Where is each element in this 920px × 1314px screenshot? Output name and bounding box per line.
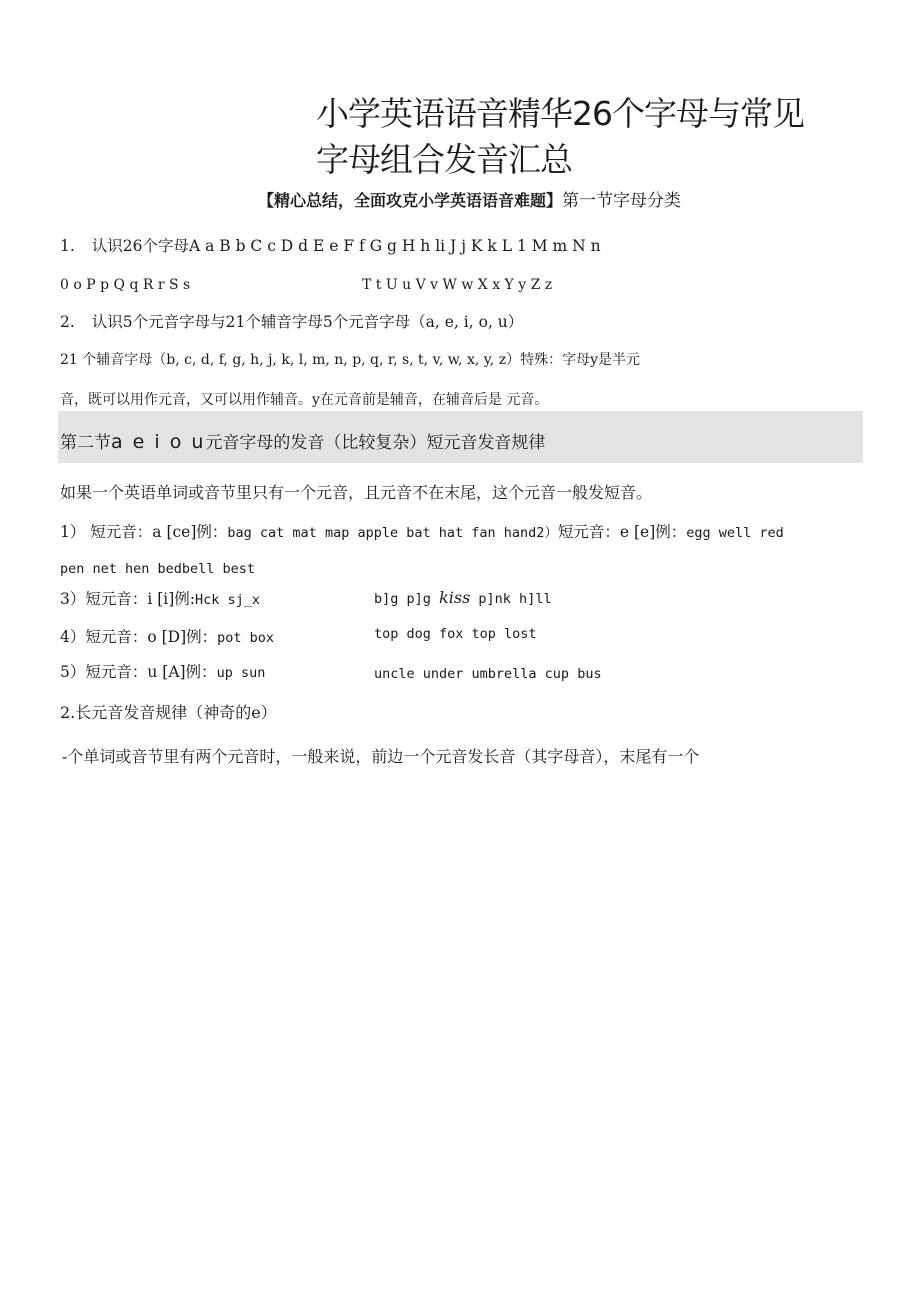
rule2-words: egg well red (686, 525, 784, 541)
section2-heading-band (58, 411, 863, 463)
rule3-words: Hck sj_x (195, 592, 261, 608)
rule4-label: 4）短元音：o [D]例： (60, 628, 218, 646)
section2-intro: 如果一个英语单词或音节里只有一个元音，且元音不在末尾，这个元音一般发短音。 (60, 483, 653, 502)
rule4-words: pot box (217, 630, 275, 646)
rule3-kiss: kiss (439, 588, 471, 607)
section2-heading (60, 428, 545, 453)
rule3-words-c: p]nk h]ll (478, 591, 552, 607)
item1-text: 认识26个字母A a B b C c D d E e F f G g H h li J j K k L 1 M m N n (91, 237, 601, 255)
rule4 (60, 625, 274, 647)
doc-title-line1: 小学英语语音精华26个字母与常见 (316, 94, 804, 133)
heading-part-a: 第二节 (60, 433, 111, 453)
item1 (60, 234, 601, 256)
rule5-words-b: uncle under umbrella cup bus (374, 666, 602, 682)
rule5-label: 5）短元音：u [A]例： (60, 663, 217, 681)
item1-cont-b: T t U u V v W w X x Y y Z z (362, 277, 553, 293)
doc-title-line2: 字母组合发音汇总 (316, 140, 572, 179)
item1-number: 1. (60, 237, 75, 255)
rule3-words-b (374, 588, 552, 607)
doc-subtitle (258, 186, 681, 211)
subtitle-bold: 【精心总结，全面攻克小学英语语音难题】 (258, 191, 563, 210)
heading-part-c: 元音字母的发音（比较复杂）短元音发音规律 (205, 433, 546, 453)
rule3 (60, 587, 260, 609)
rule3-label: 3）短元音：i [i]例: (60, 590, 196, 608)
rule1-label: 1） 短元音：a [ce]例： (60, 523, 228, 541)
rule2-cont: pen net hen bedbell best (60, 561, 256, 577)
item2-number: 2. (60, 313, 75, 331)
rule4-words-b: top dog fox top lost (374, 626, 537, 642)
item2-text: 认识5个元音字母与21个辅音字母5个元音字母（a, e, i, o, u） (91, 313, 524, 331)
rule2-label: 短元音：e [e]例： (557, 523, 687, 541)
long-vowel-heading: 2.长元音发音规律（神奇的e） (60, 703, 277, 722)
rule5-words: up sun (216, 665, 266, 681)
long-vowel-text: -个单词或音节里有两个元音时，一般来说，前边一个元音发长音（其字母音），末尾有一个 (62, 747, 700, 766)
rule1-words: bag cat mat map apple bat hat fan hand2） (227, 525, 558, 541)
item2-cont1: 21 个辅音字母（b, c, d, f, g, h, j, k, l, m, n, p, q, r, s, t, v, w, x, y, z）特殊：字母y是半元 (60, 352, 640, 368)
heading-vowels: a e i o u (111, 431, 206, 453)
rule3-words-b-text: b]g p]g (374, 591, 431, 607)
rule1 (60, 520, 784, 542)
item1-cont-a: 0 o P p Q q R r S s (60, 277, 191, 293)
subtitle-section: 第一节字母分类 (562, 191, 682, 211)
rule5 (60, 660, 265, 682)
item2-cont2: 音，既可以用作元音，又可以用作辅音。y在元音前是辅音，在辅音后是 元音。 (60, 392, 549, 408)
item2 (60, 310, 523, 332)
